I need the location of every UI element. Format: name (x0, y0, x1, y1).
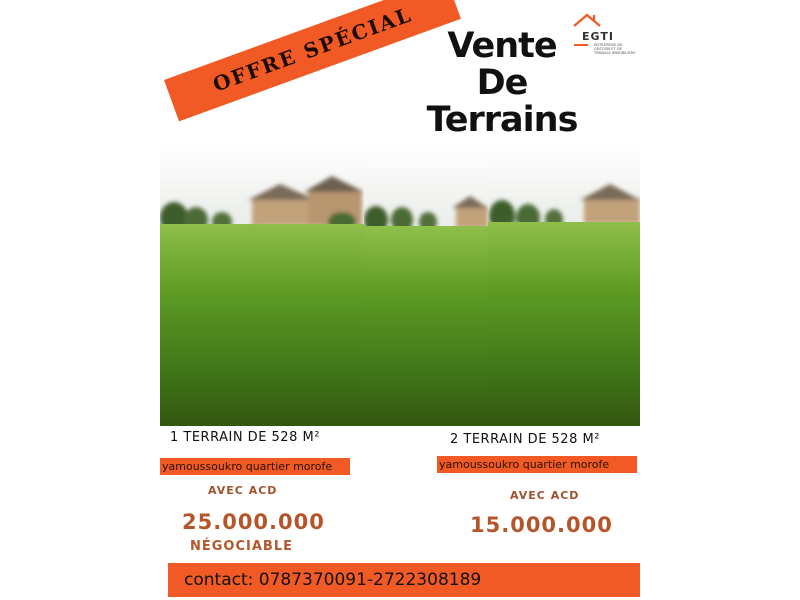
page-title (392, 28, 612, 139)
title-line-2: De (476, 63, 528, 103)
lot-1-acd: AVEC ACD (208, 484, 278, 497)
land-photo-3 (488, 146, 640, 426)
title-line-3: Terrains (426, 100, 578, 140)
lot-1-location-strip (160, 458, 350, 475)
lot-2-location-strip (437, 456, 637, 473)
contact-text: contact: 0787370091-2722308189 (184, 570, 482, 590)
land-photo-2 (364, 146, 488, 426)
logo-tagline: ENTREPRISE DE GESTION ET DE TRAVAUX IMMOBILIERS (594, 43, 636, 55)
title-line-1: Vente (447, 26, 557, 66)
lot-2-location: yamoussoukro quartier morofe (439, 458, 610, 471)
lot-1-negotiable: NÉGOCIABLE (190, 539, 293, 554)
lot-1-price: 25.000.000 (182, 510, 325, 534)
lot-2-acd: AVEC ACD (510, 489, 580, 502)
flyer (160, 0, 640, 600)
lot-1-title: 1 TERRAIN DE 528 M² (170, 430, 320, 445)
lot-2-price: 15.000.000 (470, 513, 613, 537)
offer-banner-text: OFFRE SPÉCIAL (209, 2, 416, 97)
lot-1-location: yamoussoukro quartier morofe (162, 460, 333, 473)
land-photo-1 (160, 146, 364, 426)
lot-2-title: 2 TERRAIN DE 528 M² (450, 432, 600, 447)
logo-brand: EGTI (582, 30, 614, 43)
contact-banner (168, 563, 640, 597)
